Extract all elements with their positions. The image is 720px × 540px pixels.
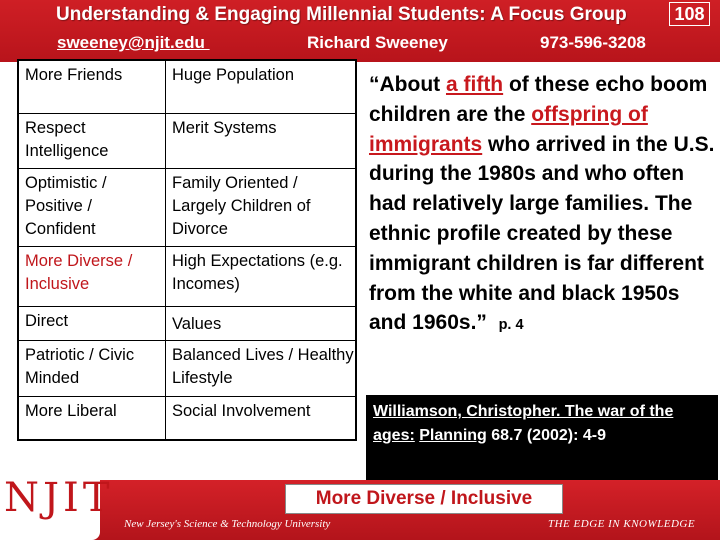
slide-title: Understanding & Engaging Millennial Students: A Focus Group	[56, 4, 627, 25]
presenter-name: Richard Sweeney	[307, 33, 448, 52]
table-cell-left: Direct	[19, 307, 166, 340]
citation-box	[366, 395, 718, 481]
page-number: 108	[669, 2, 710, 26]
table-cell-right: Balanced Lives / Healthy Lifestyle	[172, 346, 354, 387]
quote-text	[369, 70, 717, 341]
table-cell-left: Patriotic / Civic Minded	[19, 341, 166, 396]
table-cell-right: Family Oriented / Largely Children of Divorce	[172, 174, 311, 238]
table-cell-left: More Liberal	[19, 397, 166, 439]
quote-part: “About	[369, 73, 446, 96]
table-cell-right: High Expectations (e.g. Incomes)	[172, 252, 343, 293]
quote-page-ref: p. 4	[498, 317, 524, 334]
njit-logo: NJIT	[4, 475, 114, 521]
table-row	[19, 247, 355, 307]
table-cell-right: Huge Population	[172, 66, 295, 84]
table-row	[19, 341, 355, 397]
email-link[interactable]: sweeney@njit.edu	[57, 33, 210, 52]
table-cell-right: Merit Systems	[172, 119, 277, 137]
table-cell-right: Values	[172, 315, 222, 333]
traits-table	[17, 59, 357, 441]
table-cell-left-highlighted: More Diverse / Inclusive	[19, 247, 166, 306]
table-cell-left: Optimistic / Positive / Confident	[19, 169, 166, 246]
table-row	[19, 307, 355, 341]
quote-highlight: a fifth	[445, 73, 504, 96]
table-row	[19, 397, 355, 439]
citation-journal: Planning	[419, 427, 487, 444]
quote-part: of these echo boom children are the	[369, 73, 708, 126]
citation-link[interactable]: Williamson, Christopher. The war of the ages:	[373, 403, 674, 444]
table-cell-left: More Friends	[19, 61, 166, 113]
quote-highlight: offspring of immigrants	[369, 102, 648, 156]
table-cell-right: Social Involvement	[172, 402, 311, 420]
quote-part: who arrived in the U.S. during the 1980s and who often had relatively large families. The ethnic profile created by these immigrant children is far different from the white and black 1950s and 1960s.”	[369, 132, 715, 335]
citation-details: 68.7 (2002): 4-9	[486, 427, 606, 444]
table-row	[19, 169, 355, 247]
footer-label: More Diverse / Inclusive	[285, 484, 563, 514]
table-cell-left: Respect Intelligence	[19, 114, 166, 168]
slogan: THE EDGE IN KNOWLEDGE	[548, 518, 696, 530]
presenter-phone: 973-596-3208	[540, 33, 646, 52]
table-row	[19, 61, 355, 114]
header-band	[0, 0, 720, 62]
university-tagline: New Jersey's Science & Technology University	[124, 518, 331, 530]
table-row	[19, 114, 355, 169]
